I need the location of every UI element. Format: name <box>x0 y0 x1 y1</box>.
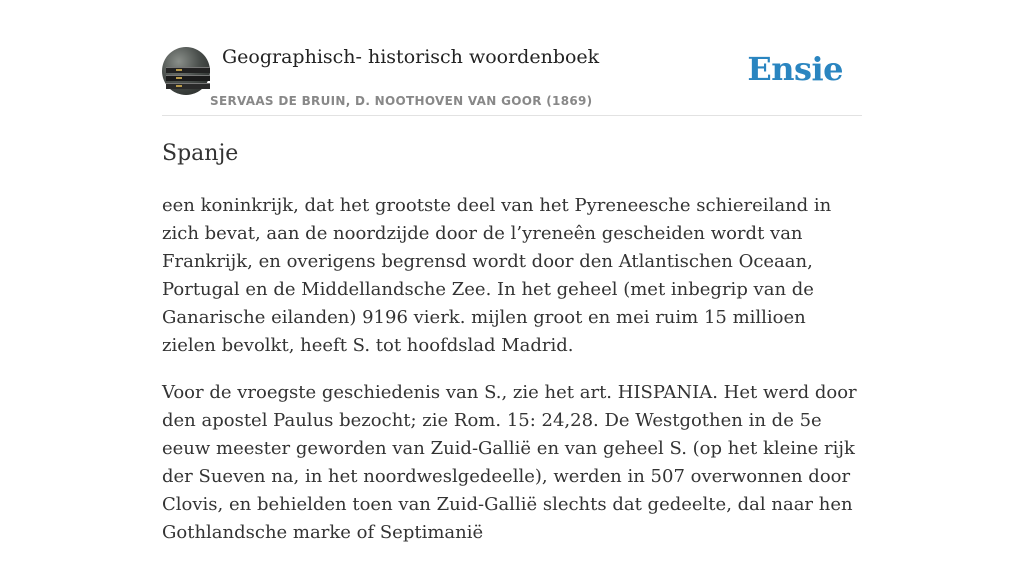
entry-paragraph: Voor de vroegste geschiedenis van S., zie het art. HISPANIA. Het werd door den apostel Paulus bezocht; zie Rom. 15: 24,28. De Westgothen in de 5e eeuw meester geworden van Zuid-Gallië en van geheel S. (op het kleine rijk der Sueven na, in het noordweslgedeelle), werden in 507 overwonnen door Clovis, en behielden toen van Zuid-Gallië slechts dat gedeelte, dal naar hen Gothlandsche marke of Septimanië <box>162 382 857 543</box>
avatar-gold-mark <box>176 69 182 71</box>
avatar-book-spine <box>166 67 210 73</box>
book-stack-icon[interactable] <box>162 47 210 95</box>
entry-headword: Spanje <box>162 141 239 166</box>
page-container <box>162 0 862 543</box>
dictionary-authors: SERVAAS DE BRUIN, D. NOOTHOVEN VAN GOOR (1869) <box>210 94 593 108</box>
avatar-book-spine <box>166 75 210 81</box>
dictionary-title[interactable]: Geographisch- historisch woordenboek <box>222 46 600 68</box>
entry-body <box>162 192 862 566</box>
avatar-gold-mark <box>176 85 182 87</box>
avatar-book-spine <box>166 83 210 89</box>
entry-paragraph: een koninkrijk, dat het grootste deel van het Pyreneesche schiereiland in zich bevat, aan de noordzijde door de l’yreneên gescheiden wordt van Frankrijk, en overigens begrensd wordt door den Atlantischen Oceaan, Portugal en de Middellandsche Zee. In het geheel (met inbegrip van de Ganarische eilanden) 9196 vierk. mijlen groot en mei ruim 15 millioen zielen bevolkt, heeft S. tot hoofdslad Madrid. <box>162 195 832 356</box>
ensie-logo[interactable]: Ensie <box>747 50 843 88</box>
header <box>162 0 862 116</box>
avatar-gold-mark <box>176 77 182 79</box>
